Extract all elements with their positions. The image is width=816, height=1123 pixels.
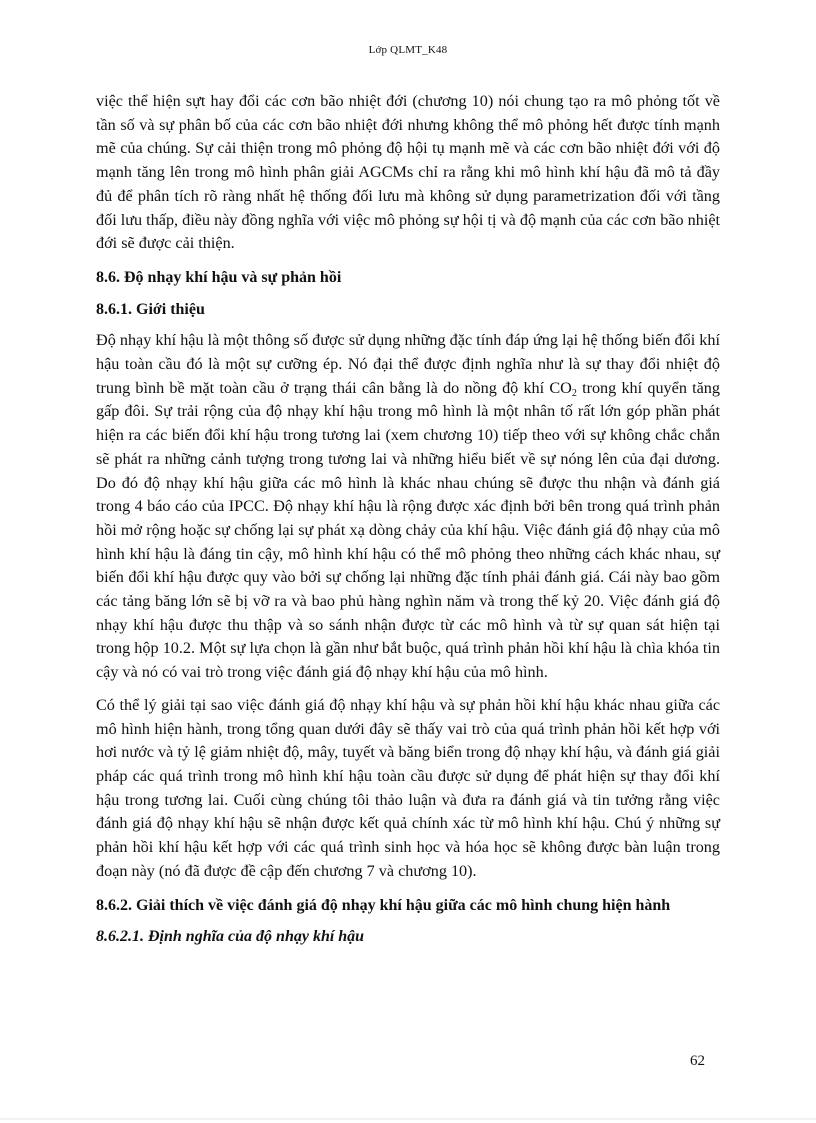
paragraph-feedback-review: Có thể lý giải tại sao việc đánh giá độ nhạy khí hậu và sự phản hồi khí hậu khác nhau giữa các mô hình hiện hành, trong tổng quan dưới đây sẽ thấy vai trò của quá trình phản hồi kết hợp với hơi nước và tỷ lệ giảm nhiệt độ, mây, tuyết và băng biển trong độ nhạy khí hậu, và đánh giá giải pháp các quá trình trong mô hình khí hậu toàn cầu được sử dụng để phát hiện sự thay đổi khí hậu trong tương lai. Cuối cùng chúng tôi thảo luận và đưa ra đánh giá và tin tưởng rằng việc đánh giá độ nhạy khí hậu sẽ nhận được kết quả chính xác từ mô hình khí hậu. Chú ý những sự phản hồi khí hậu kết hợp với các quá trình sinh học và hóa học sẽ không được bàn luận trong đoạn này (nó đã được đề cập đến chương 7 và chương 10). bbox=[96, 695, 720, 880]
page-number: 62 bbox=[690, 1053, 705, 1069]
paragraph-text-part: trong khí quyển tăng gấp đôi. Sự trải rộng của độ nhạy khí hậu trong mô hình là một nhân tố rất lớn góp phần phát hiện ra các biến đổi khí hậu trong tương lai (xem chương 10) tiếp theo với sự không chắc chắn sẽ phát ra những cảnh tượng trong tương lai và những hiểu biết về sự nóng lên của đại dương. Do đó độ nhạy khí hậu giữa các mô hình là khác nhau chúng sẽ được thu nhận và đánh giá trong 4 báo cáo của IPCC. Độ nhạy khí hậu là rộng được xác định bởi bên trong quá trình phản hồi mở rộng hoặc sự chống lại sự phát xạ dòng chảy của khí hậu. Việc đánh giá độ nhạy của mô hình khí hậu là đáng tin cậy, mô hình khí hậu có thể mô phỏng theo những cách khác nhau, sự biến đổi khí hậu được quy vào bởi sự chống lại những đặc tính phải đánh giá. Cái này bao gồm các tảng băng lớn sẽ bị vỡ ra và bao phủ hàng nghìn năm và trong thế kỷ 20. Việc đánh giá độ nhạy khí hậu được thu thập và so sánh nhận được từ các mô hình và từ sự quan sát hiện tại trong hộp 10.2. Một sự lựa chọn là gần như bắt buộc, quá trình phản hồi khí hậu là chìa khóa tin cậy và nó có vai trò trong việc đánh giá độ nhạy khí hậu của mô hình. bbox=[96, 378, 720, 682]
page-header: Lớp QLMT_K48 bbox=[368, 44, 448, 56]
paragraph-text-part: Độ nhạy khí hậu là một thông số được sử dụng những đặc tính đáp ứng lại hệ thống biến đổi khí hậu toàn cầu đó là một sự cưỡng ép. Nó đại thể được định nghĩa như là sự thay đổi nhiệt độ trung bình bề mặt toàn cầu ở trạng thái cân bằng là do nồng độ khí CO bbox=[96, 331, 720, 397]
section-heading-8-6-2-1: 8.6.2.1. Định nghĩa của độ nhạy khí hậu bbox=[96, 928, 365, 946]
document-body bbox=[96, 90, 720, 949]
subscript-2: 2 bbox=[571, 387, 577, 399]
section-heading-8-6-2: 8.6.2. Giải thích về việc đánh giá độ nhạy khí hậu giữa các mô hình chung hiện hành bbox=[96, 896, 671, 914]
intro-paragraph: việc thể hiện sựt hay đổi các cơn bão nhiệt đới (chương 10) nói chung tạo ra mô phỏng tốt về tần số và sự phân bố của các cơn bão nhiệt đới nhưng không thể mô phỏng hết được tính mạnh mẽ của chúng. Sự cải thiện trong mô phỏng độ hội tụ mạnh mẽ và các cơn bão nhiệt đới với độ mạnh tăng lên trong mô hình phân giải AGCMs chỉ ra rằng khi mô hình khí hậu đã mô tả đầy đủ để phân tích rõ ràng nhất hệ thống đối lưu mà không sử dụng parametrization đối với tầng đối lưu thấp, điều này đồng nghĩa với việc mô phỏng sự hội tị và độ mạnh của các cơn bão nhiệt đới sẽ được cải thiện. bbox=[96, 92, 720, 253]
page-bottom-divider bbox=[0, 1118, 816, 1120]
section-heading-8-6-1: 8.6.1. Giới thiệu bbox=[96, 300, 205, 318]
paragraph-climate-sensitivity bbox=[96, 329, 720, 685]
section-heading-8-6: 8.6. Độ nhạy khí hậu và sự phản hồi bbox=[96, 268, 342, 286]
